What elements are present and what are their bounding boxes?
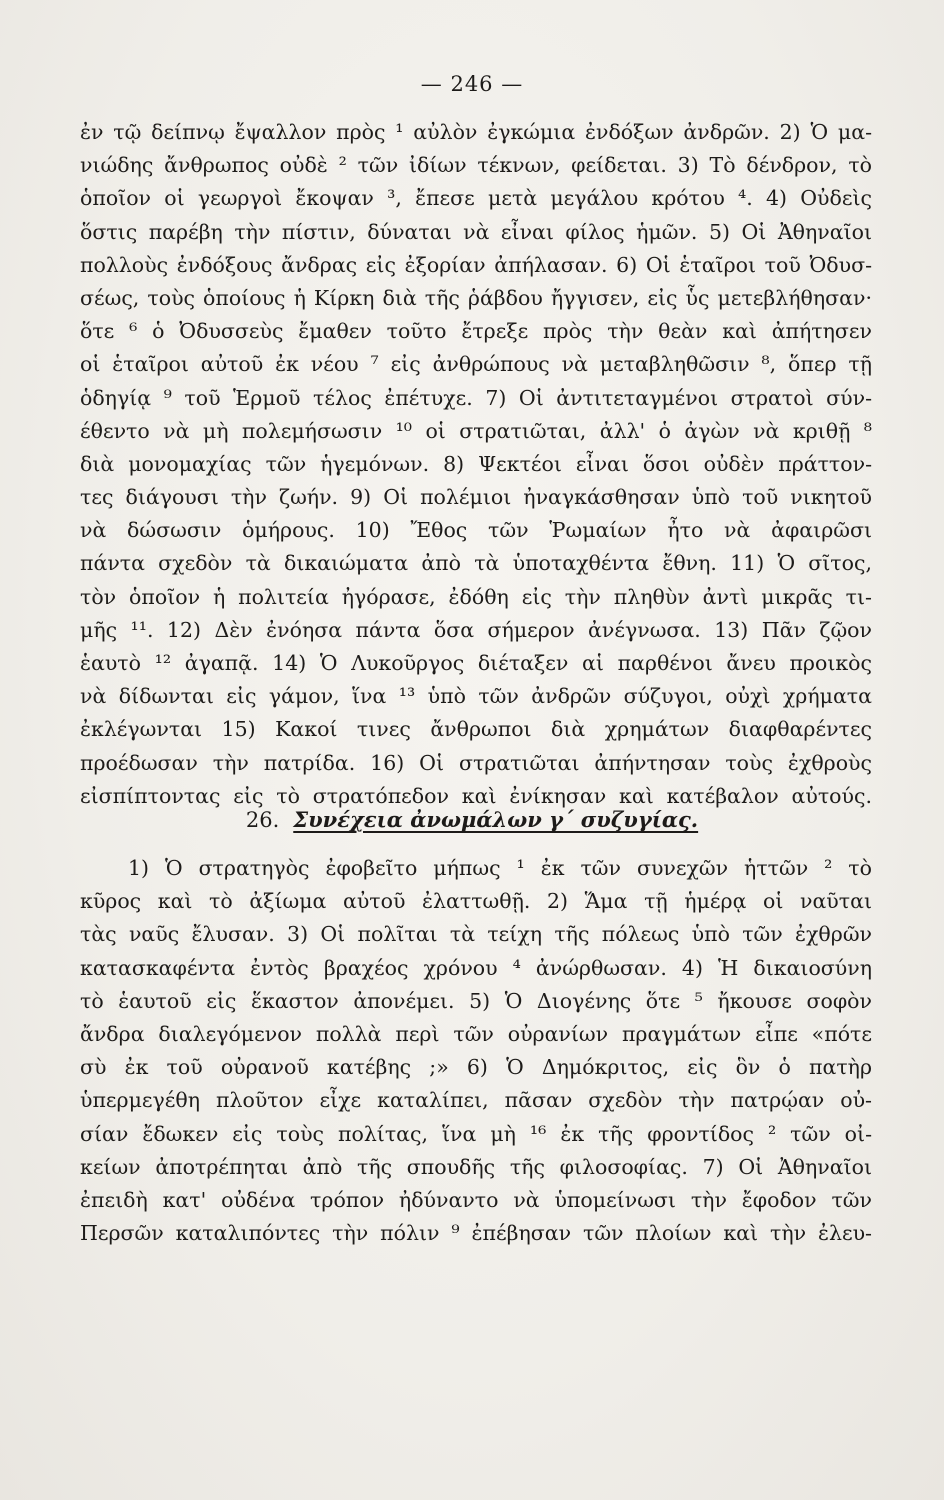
text-line: ἐν τῷ δείπνῳ ἔψαλλον πρὸς ¹ αὐλὸν ἐγκώμια ἐνδόξων ἀνδρῶν. 2) Ὁ μα- <box>80 120 872 144</box>
text-line: ἐκλέγωνται 15) Κακοί τινες ἄνθρωποι διὰ χρημάτων διαφθαρέντες <box>80 717 872 742</box>
text-line: ἄνδρα διαλεγόμενον πολλὰ περὶ τῶν οὐρανίων πραγμάτων εἶπε «πότε <box>80 1021 872 1046</box>
text-line: ἑαυτὸ ¹² ἀγαπᾷ. 14) Ὁ Λυκοῦργος διέταξεν αἱ παρθένοι ἄνευ προικὸς <box>80 651 872 675</box>
section-number: 26. <box>245 808 280 832</box>
page-number: — 246 — <box>420 72 524 96</box>
text-line: μῆς ¹¹. 12) Δὲν ἐνόησα πάντα ὅσα σήμερον ἀνέγνωσα. 13) Πᾶν ζῷον <box>80 617 872 642</box>
text-line: Περσῶν καταλιπόντες τὴν πόλιν ⁹ ἐπέβησαν τῶν πλοίων καὶ τὴν ἐλευ- <box>80 1221 872 1246</box>
text-line: τὰς ναῦς ἔλυσαν. 3) Οἱ πολῖται τὰ τείχη τῆς πόλεως ὑπὸ τῶν ἐχθρῶν <box>80 922 872 947</box>
text-line: 1) Ὁ στρατηγὸς ἐφοβεῖτο μήπως ¹ ἐκ τῶν συνεχῶν ἡττῶν ² τὸ <box>128 856 872 880</box>
section-25-exercises <box>80 116 872 813</box>
text-line: τες διάγουσι τὴν ζωήν. 9) Οἱ πολέμιοι ἠναγκάσθησαν ὑπὸ τοῦ νικητοῦ <box>80 485 872 510</box>
text-line: εἰσπίπτοντας εἰς τὸ στρατόπεδον καὶ ἐνίκησαν καὶ κατέβαλον αὐτούς. <box>80 783 872 808</box>
text-line: ἐπειδὴ κατ' οὐδένα τρόπον ἠδύναντο νὰ ὑπομείνωσι τὴν ἔφοδον τῶν <box>80 1187 872 1212</box>
section-title: Συνέχεια ἀνωμάλων γ΄ συζυγίας. <box>293 807 699 832</box>
text-line: πολλοὺς ἐνδόξους ἄνδρας εἰς ἐξορίαν ἀπήλασαν. 6) Οἱ ἑταῖροι τοῦ Ὀδυσ- <box>80 252 872 277</box>
text-line: προέδωσαν τὴν πατρίδα. 16) Οἱ στρατιῶται ἀπήντησαν τοὺς ἐχθροὺς <box>80 750 872 775</box>
text-line: ὅστις παρέβη τὴν πίστιν, δύναται νὰ εἶναι φίλος ἡμῶν. 5) Οἱ Ἀθηναῖοι <box>80 219 872 244</box>
text-line: ὁποῖον οἱ γεωργοὶ ἔκοψαν ³, ἔπεσε μετὰ μεγάλου κρότου ⁴. 4) Οὐδεὶς <box>80 186 872 211</box>
text-line: κείων ἀποτρέπηται ἀπὸ τῆς σπουδῆς τῆς φιλοσοφίας. 7) Οἱ Ἀθηναῖοι <box>80 1154 872 1179</box>
text-line: σὺ ἐκ τοῦ οὐρανοῦ κατέβης ;» 6) Ὁ Δημόκριτος, εἰς ὃν ὁ πατὴρ <box>80 1055 872 1080</box>
text-line: σέως, τοὺς ὁποίους ἡ Κίρκη διὰ τῆς ῥάβδου ἤγγισεν, εἰς ὗς μετεβλήθησαν· <box>80 285 872 310</box>
text-line: νὰ δίδωνται εἰς γάμον, ἵνα ¹³ ὑπὸ τῶν ἀνδρῶν σύζυγοι, οὐχὶ χρήματα <box>80 684 872 709</box>
text-line: οἱ ἑταῖροι αὐτοῦ ἐκ νέου ⁷ εἰς ἀνθρώπους νὰ μεταβληθῶσιν ⁸, ὅπερ τῇ <box>80 352 872 377</box>
section-heading <box>0 800 944 840</box>
section-26-exercises <box>80 852 872 1250</box>
text-line: σίαν ἔδωκεν εἰς τοὺς πολίτας, ἵνα μὴ ¹⁶ ἐκ τῆς φροντίδος ² τῶν οἰ- <box>80 1121 872 1146</box>
text-line: ὅτε ⁶ ὁ Ὀδυσσεὺς ἔμαθεν τοῦτο ἔτρεξε πρὸς τὴν θεὰν καὶ ἀπήτησεν <box>80 319 872 344</box>
text-line: νιώδης ἄνθρωπος οὐδὲ ² τῶν ἰδίων τέκνων, φείδεται. 3) Τὸ δένδρον, τὸ <box>80 153 872 178</box>
text-line: ὑπερμεγέθη πλοῦτον εἶχε καταλίπει, πᾶσαν σχεδὸν τὴν πατρῴαν οὐ- <box>80 1088 872 1113</box>
text-line: πάντα σχεδὸν τὰ δικαιώματα ἀπὸ τὰ ὑποταχθέντα ἔθνη. 11) Ὁ σῖτος, <box>80 551 872 576</box>
text-line: τὸν ὁποῖον ἡ πολιτεία ἠγόρασε, ἐδόθη εἰς τὴν πληθὺν ἀντὶ μικρᾶς τι- <box>80 584 872 609</box>
text-line: κατασκαφέντα ἐντὸς βραχέος χρόνου ⁴ ἀνώρθωσαν. 4) Ἡ δικαιοσύνη <box>80 955 872 980</box>
text-line: νὰ δώσωσιν ὁμήρους. 10) Ἔθος τῶν Ῥωμαίων ἦτο νὰ ἀφαιρῶσι <box>80 518 872 543</box>
text-line: διὰ μονομαχίας τῶν ἡγεμόνων. 8) Ψεκτέοι εἶναι ὅσοι οὐδὲν πράττον- <box>80 451 872 476</box>
text-line: τὸ ἑαυτοῦ εἰς ἕκαστον ἀπονέμει. 5) Ὁ Διογένης ὅτε ⁵ ἤκουσε σοφὸν <box>80 988 872 1013</box>
text-line: έθεντο νὰ μὴ πολεμήσωσιν ¹⁰ οἱ στρατιῶται, ἀλλ' ὁ ἀγὼν νὰ κριθῇ ⁸ <box>80 418 872 443</box>
text-line: κῦρος καὶ τὸ ἀξίωμα αὐτοῦ ἐλαττωθῇ. 2) Ἅμα τῇ ἡμέρᾳ οἱ ναῦται <box>80 889 872 914</box>
text-line: ὁδηγίᾳ ⁹ τοῦ Ἑρμοῦ τέλος ἐπέτυχε. 7) Οἱ ἀντιτεταγμένοι στρατοὶ σύν- <box>80 385 872 410</box>
